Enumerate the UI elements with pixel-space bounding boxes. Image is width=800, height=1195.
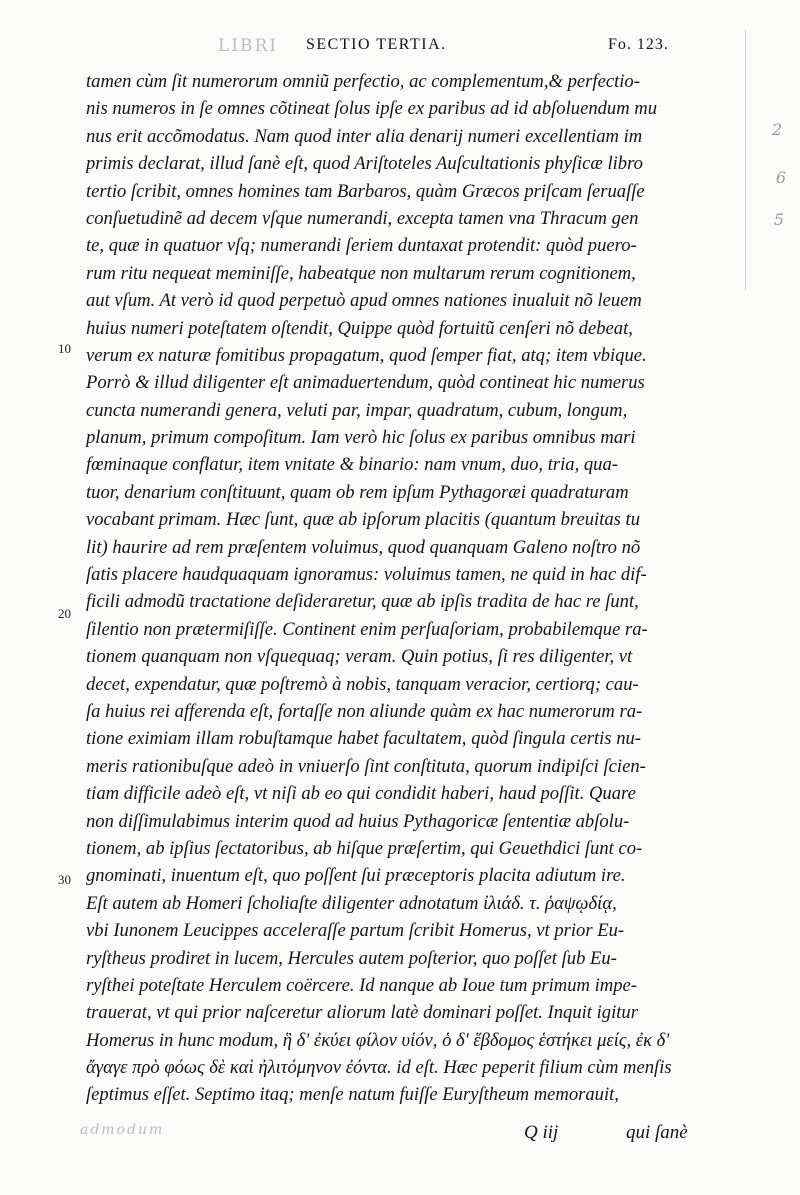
facing-page-edge [745, 30, 800, 290]
edge-mark: 5 [773, 210, 784, 229]
text-line: rum ritu nequeat meminiſſe, habeatque non multarum rerum cognitionem, [86, 262, 636, 284]
text-line: Eſt autem ab Homeri ſcholiaſte diligenter adnotatum ἰλιάδ. τ. ῥαψῳδίᾳ, [86, 892, 617, 914]
text-line: meris rationibuſque adeò in vniuerſo ſint conſtituta, quorum indipiſci ſcien- [86, 755, 646, 777]
text-line: tamen cùm ſit numerorum omniũ perfectio, ac complementum,& perfectio- [86, 71, 640, 92]
text-line: tertio ſcribit, omnes homines tam Barbaros, quàm Græcos priſcam ſeruaſſe [86, 180, 645, 202]
text-line: huius numeri poteſtatem oſtendit, Quippe quòd fortuitũ cenſeri nõ debeat, [86, 317, 633, 339]
text-line: ſeptimus eſſet. Septimo itaq; menſe natum fuiſſe Euryſtheum memorauit, [86, 1084, 619, 1106]
margin-line-number: 20 [58, 606, 71, 621]
text-line: Porrò & illud diligenter eſt animaduertendum, quòd contineat hic numerus [86, 372, 645, 394]
text-line: planum, primum compoſitum. Iam verò hic ſolus ex paribus omnibus mari [86, 427, 636, 449]
text-line: ryſthei poteſtate Herculem coërcere. Id nanque ab Ioue tum primum impe- [86, 974, 637, 996]
text-line: Homerus in hunc modum, ἣ δ' ἐκύει φίλον υἱόν, ὁ δ' ἕβδομος ἑστήκει μείς, ἐκ δ' [86, 1029, 670, 1051]
text-line: tiam difficile adeò eſt, vt niſi ab eo qui condidit haberi, haud poſſit. Quare [86, 783, 636, 805]
page-footer [0, 1122, 800, 1152]
body-text [86, 68, 700, 1109]
margin-line-number: 10 [58, 341, 71, 356]
text-line: nis numeros in ſe omnes cõtineat ſolus ipſe ex paribus ad id abſoluendum mu [86, 98, 658, 120]
text-line: tionem quanquam non vſquequaq; veram. Quin potius, ſi res diligenter, vt [86, 646, 633, 668]
text-line: te, quæ in quatuor vſq; numerandi ſeriem duntaxat protendit: quòd puero- [86, 235, 637, 257]
text-line: non diſſimulabimus interim quod ad huius Pythagoricæ ſententiæ abſolu- [86, 810, 630, 832]
text-line: tionem, ab ipſius ſectatoribus, ab hiſque præſertim, qui Geuethdici ſunt co- [86, 837, 643, 859]
text-line: vbi Iunonem Leucippes acceleraſſe partum ſcribit Homerus, vt prior Eu- [86, 920, 625, 942]
text-line: ſilentio non prætermiſiſſe. Continent enim perſuaſoriam, probabilemque ra- [86, 618, 648, 640]
signature-mark: Q iij [524, 1122, 559, 1143]
folio-number: Fo. 123. [608, 36, 669, 53]
text-line: nus erit accõmodatus. Nam quod inter alia denarij numeri excellentiam im [86, 125, 643, 147]
text-line: tuor, denarium conſtituunt, quam ob rem ipſum Pythagoræi quadraturam [86, 481, 629, 503]
text-line: verum ex naturæ fomitibus propagatum, quod ſemper fiat, atq; item vbique. [86, 344, 647, 366]
text-line: vocabant primam. Hæc ſunt, quæ ab ipſorum placitis (quantum breuitas tu [86, 509, 641, 531]
text-line: cuncta numerandi genera, veluti par, impar, quadratum, cubum, longum, [86, 399, 628, 421]
text-line: aut vſum. At verò id quod perpetuò apud omnes nationes inualuit nõ leuem [86, 290, 642, 312]
text-line: ἄγαγε πρὸ φόως δὲ καὶ ἠλιτόμηνον ἐόντα. id eſt. Hæc peperit filium cùm menſis [86, 1057, 672, 1079]
text-line: fœminaque conflatur, item vnitate & binario: nam vnum, duo, tria, qua- [86, 454, 618, 476]
show-through-text-top: LIBRI [218, 36, 279, 56]
text-line: conſuetudinẽ ad decem vſque numerandi, excepta tamen vna Thracum gen [86, 207, 639, 229]
text-line: trauerat, vt qui prior naſceretur aliorum latè dominari poſſet. Inquit igitur [86, 1002, 638, 1024]
catchword: qui ſanè [626, 1122, 688, 1143]
running-title: SECTIO TERTIA. [306, 36, 447, 53]
text-line: ſa huius rei afferenda eſt, fortaſſe non aliunde quàm ex hac numerorum ra- [86, 700, 643, 722]
text-line: ryſtheus prodiret in lucem, Hercules autem poſterior, quo poſſet ſub Eu- [86, 947, 617, 969]
text-line: ſatis placere haudquaquam ignoramus: voluimus tamen, ne quid in hac dif- [86, 564, 647, 586]
show-through-text-bottom: admodum [80, 1122, 165, 1138]
text-line: gnominati, inuentum eſt, quo poſſent ſui præceptoris placita adiutum ire. [86, 865, 626, 887]
edge-mark: 2 [771, 120, 782, 139]
edge-mark: 6 [775, 168, 786, 187]
page-header [0, 36, 800, 60]
text-line: tione eximiam illam robuſtamque habet facultatem, quòd ſingula certis nu- [86, 728, 641, 750]
margin-line-number: 30 [58, 872, 71, 887]
text-line: lit) haurire ad rem præſentem voluimus, quod quanquam Galeno noſtro nõ [86, 536, 641, 558]
text-line: ficili admodũ tractatione deſideraretur, quæ ab ipſis tradita de hac re ſunt, [86, 591, 639, 613]
text-line: decet, expendatur, quæ poſtremò à nobis, tanquam veracior, certiorq; cau- [86, 673, 639, 695]
text-line: primis declarat, illud ſanè eſt, quod Ariſtoteles Auſcultationis phyſicæ libro [86, 153, 643, 175]
